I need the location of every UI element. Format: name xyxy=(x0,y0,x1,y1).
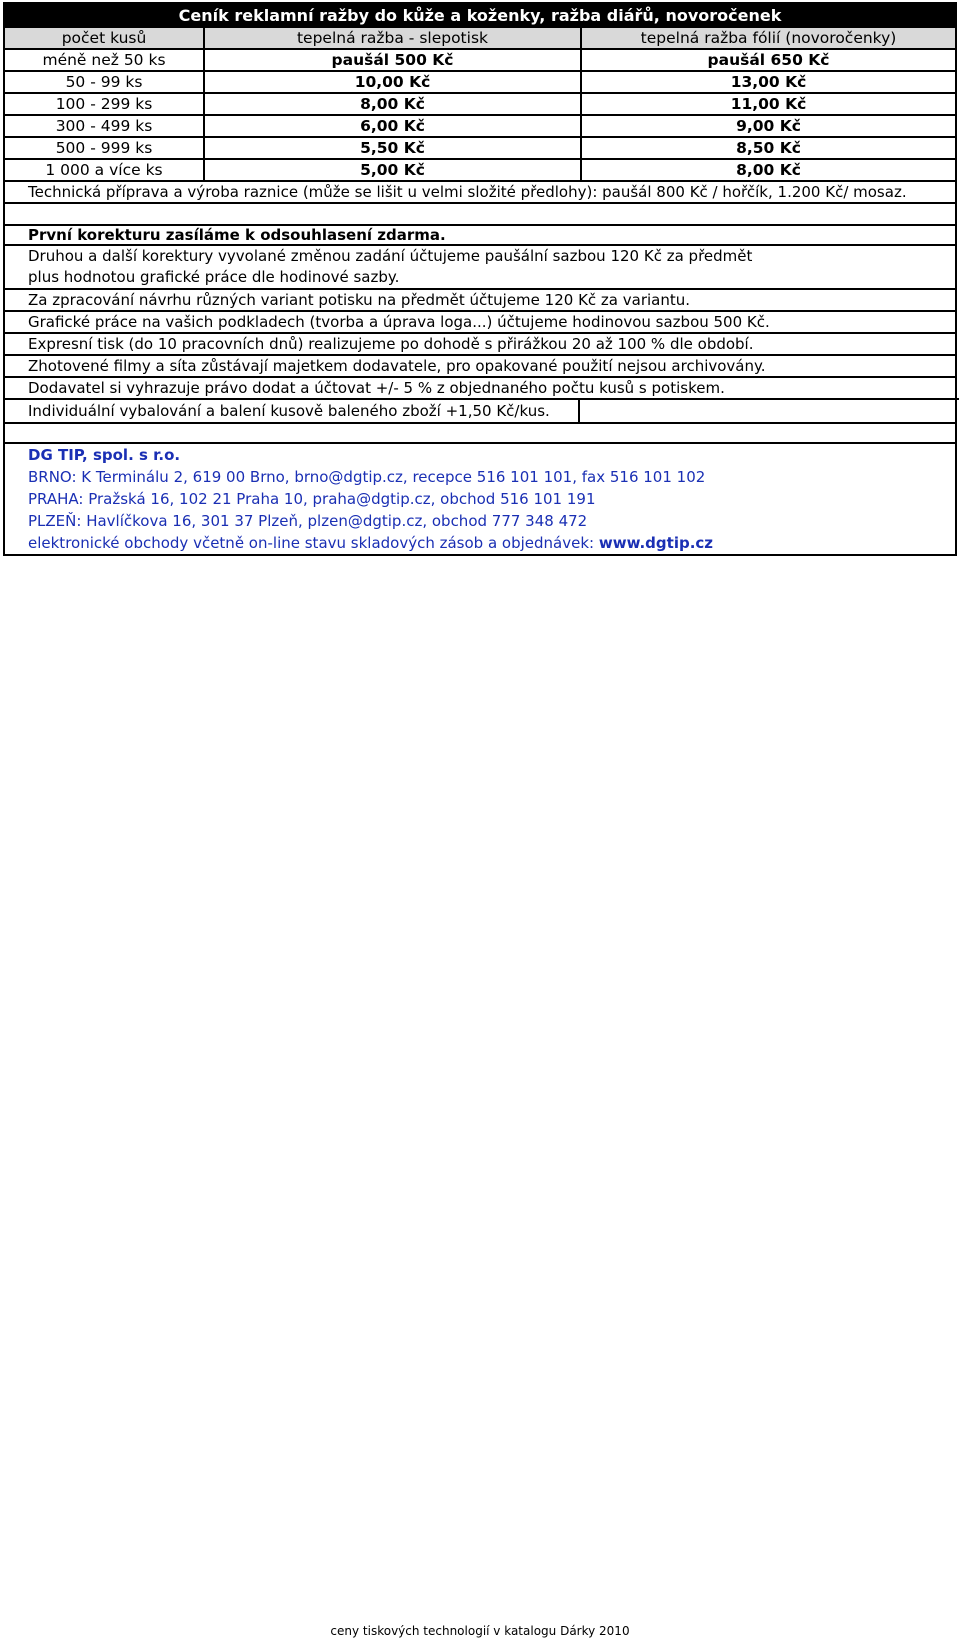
foil-price-cell: 9,00 Kč xyxy=(580,116,955,136)
company-eshop xyxy=(5,532,955,554)
films-note: Zhotovené filmy a síta zůstávají majetkem dodavatele, pro opakované použití nejsou archivovány. xyxy=(5,356,955,378)
table-row xyxy=(5,116,955,138)
table-row xyxy=(5,94,955,116)
qty-cell: 500 - 999 ks xyxy=(55,139,153,157)
tolerance-note: Dodavatel si vyhrazuje právo dodat a účtovat +/- 5 % z objednaného počtu kusů s potiskem. xyxy=(5,378,955,400)
blind-price-cell: 5,50 Kč xyxy=(203,138,580,158)
price-sheet xyxy=(3,2,957,556)
second-proof-line-1: Druhou a další korektury vyvolané změnou zadání účtujeme paušální sazbou 120 Kč za předmět xyxy=(28,247,753,265)
blind-price-cell: paušál 500 Kč xyxy=(203,50,580,70)
qty-cell: 100 - 299 ks xyxy=(55,95,153,113)
foil-price-cell: 13,00 Kč xyxy=(580,72,955,92)
qty-cell: méně než 50 ks xyxy=(42,51,166,69)
table-row xyxy=(5,72,955,94)
foil-price-cell: 8,50 Kč xyxy=(580,138,955,158)
express-note: Expresní tisk (do 10 pracovních dnů) realizujeme po dohodě s přirážkou 20 až 100 % dle období. xyxy=(5,334,955,356)
foil-price-cell: paušál 650 Kč xyxy=(580,50,955,70)
second-proof-line-2: plus hodnotou grafické práce dle hodinové sazby. xyxy=(28,268,400,286)
table-header xyxy=(5,28,955,50)
eshop-text: elektronické obchody včetně on-line stavu skladových zásob a objednávek: xyxy=(28,534,599,552)
company-brno: BRNO: K Terminálu 2, 619 00 Brno, brno@dgtip.cz, recepce 516 101 101, fax 516 101 102 xyxy=(28,468,706,486)
sheet-title-text: Ceník reklamní ražby do kůže a koženky, ražba diářů, novoročenek xyxy=(178,5,782,25)
spacer-row xyxy=(5,422,955,444)
blind-price-cell: 5,00 Kč xyxy=(203,160,580,180)
blind-price-cell: 10,00 Kč xyxy=(203,72,580,92)
table-row xyxy=(5,138,955,160)
header-blind-emboss: tepelná ražba - slepotisk xyxy=(203,28,580,48)
table-row xyxy=(5,160,955,182)
header-foil-emboss: tepelná ražba fólií (novoročenky) xyxy=(580,28,955,48)
qty-cell: 1 000 a více ks xyxy=(45,161,163,179)
blind-price-cell: 6,00 Kč xyxy=(203,116,580,136)
foil-price-cell: 11,00 Kč xyxy=(580,94,955,114)
footer-note: ceny tiskových technologií v katalogu Dárky 2010 xyxy=(330,1624,630,1638)
qty-cell: 50 - 99 ks xyxy=(65,73,143,91)
technical-note: Technická příprava a výroba raznice (může se lišit u velmi složité předlohy): paušál 800 Kč / hořčík, 1.200 Kč/ mosaz. xyxy=(5,182,955,204)
table-row xyxy=(5,50,955,72)
foil-price-cell: 8,00 Kč xyxy=(580,160,955,180)
packing-note xyxy=(5,400,955,422)
eshop-link[interactable]: www.dgtip.cz xyxy=(598,534,714,552)
first-proof-note: První korekturu zasíláme k odsouhlasení zdarma. xyxy=(5,226,955,246)
packing-empty-cell xyxy=(578,398,959,422)
blind-price-cell: 8,00 Kč xyxy=(203,94,580,114)
second-proof-note xyxy=(5,246,955,290)
company-praha: PRAHA: Pražská 16, 102 21 Praha 10, praha@dgtip.cz, obchod 516 101 191 xyxy=(28,490,596,508)
graphics-note: Grafické práce na vašich podkladech (tvorba a úprava loga...) účtujeme hodinovou sazbou 500 Kč. xyxy=(5,312,955,334)
spacer-row xyxy=(5,204,955,226)
sheet-title xyxy=(5,4,955,28)
company-plzen: PLZEŇ: Havlíčkova 16, 301 37 Plzeň, plzen@dgtip.cz, obchod 777 348 472 xyxy=(28,512,588,530)
header-quantity: počet kusů xyxy=(61,29,147,47)
packing-text: Individuální vybalování a balení kusově baleného zboží +1,50 Kč/kus. xyxy=(28,402,550,420)
variants-note: Za zpracování návrhu různých variant potisku na předmět účtujeme 120 Kč za variantu. xyxy=(5,290,955,312)
company-name: DG TIP, spol. s r.o. xyxy=(28,446,181,464)
qty-cell: 300 - 499 ks xyxy=(55,117,153,135)
